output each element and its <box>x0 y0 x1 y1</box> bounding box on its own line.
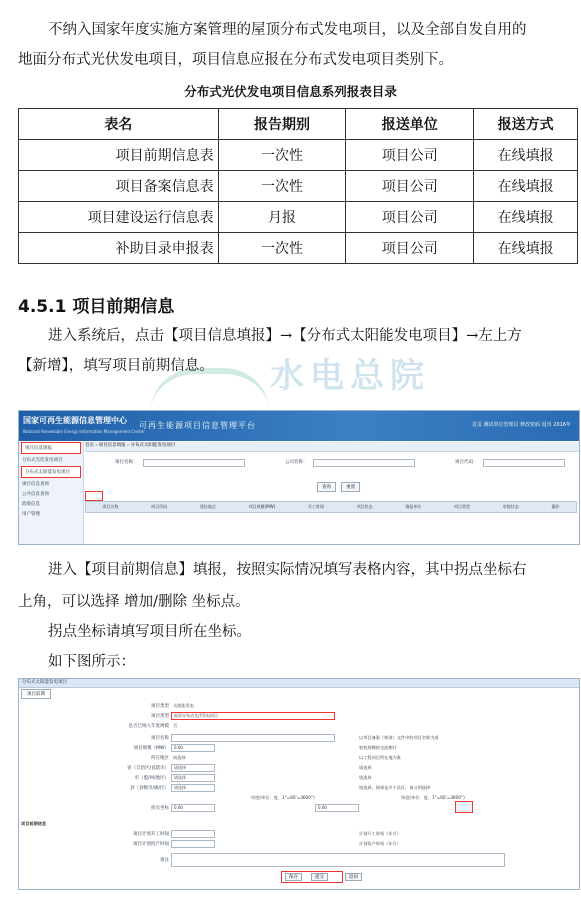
screenshot-project-form <box>18 678 580 890</box>
field-label: 项目类型 <box>151 704 169 709</box>
form-window-title: 分布式太阳能发电项目 <box>19 679 579 688</box>
project-type-select[interactable]: 屋顶分布式光伏发电项目 <box>171 712 335 720</box>
sidebar-item-distributed-pv[interactable]: 分布式光伏发电项目 <box>22 458 63 463</box>
table-cell: 项目前期信息表 <box>19 140 219 171</box>
table-cell: 在线填报 <box>474 233 578 264</box>
column-header[interactable]: 项目名称 <box>102 504 119 509</box>
table-cell: 在线填报 <box>474 202 578 233</box>
table-header-row <box>19 109 578 140</box>
system-title: 可再生能源项目信息管理平台 <box>139 421 256 430</box>
column-header[interactable]: 操作 <box>551 504 560 509</box>
field-label: 县（县级市/旗/区） <box>129 786 169 791</box>
column-header[interactable]: 项目规模(MW) <box>248 504 276 509</box>
search-input[interactable] <box>143 459 245 467</box>
field-label: 市（盟/州/地区） <box>134 776 169 781</box>
query-label-code: 项目代码： <box>455 460 478 465</box>
para1-line-1: 进入系统后，点击【项目信息填报】→【分布式太阳能发电项目】→左上方 <box>48 328 522 344</box>
section-label: 项目前期信息 <box>21 821 47 826</box>
add-remove-coord-button[interactable] <box>455 801 473 813</box>
column-header[interactable]: 开工时间 <box>307 504 324 509</box>
save-button[interactable]: 保存 <box>285 873 302 881</box>
header-cell: 表名 <box>19 109 219 140</box>
watermark: 水电总院 <box>270 356 430 396</box>
city-select[interactable]: 请选择 <box>171 774 215 782</box>
table-cell: 项目备案信息表 <box>19 171 219 202</box>
table-row <box>19 171 578 202</box>
para2-line-4: 如下图所示： <box>48 654 135 670</box>
table-cell: 项目建设运行信息表 <box>19 202 219 233</box>
field-note: 请选择 <box>359 775 372 780</box>
field-label: 项目名称 <box>151 736 169 741</box>
header-cell: 报送方式 <box>474 109 578 140</box>
query-label-company: 公司名称： <box>285 460 308 465</box>
field-label: 备注 <box>160 858 169 863</box>
app-banner <box>19 411 579 441</box>
column-header[interactable]: 填报单位 <box>405 504 422 509</box>
table-row <box>19 202 578 233</box>
field-note: 以项目备案（核准）文件中的项目名称为准 <box>359 735 439 740</box>
latitude-input[interactable]: 0.00 <box>315 804 359 812</box>
column-header[interactable]: 项目代码 <box>151 504 168 509</box>
field-note: 请选择，如果是多个县区，请分别选择 <box>359 785 431 790</box>
search-button[interactable]: 查询 <box>317 482 336 492</box>
user-bar[interactable]: 首页 测试单位管理员 修改密码 退出 2016年 <box>471 422 571 428</box>
code-input[interactable] <box>483 459 565 467</box>
table-cell: 补助目录申报表 <box>19 233 219 264</box>
table-caption: 分布式光伏发电项目信息系列报表目录 <box>184 84 397 99</box>
sidebar-item-project-query[interactable]: 项目信息查询 <box>22 482 49 487</box>
para1-line-2: 【新增】，填写项目前期信息。 <box>18 358 214 374</box>
app-logo-subtitle: National Renewable Energy Information Management Center <box>23 429 145 434</box>
table-cell: 项目公司 <box>346 171 474 202</box>
coord-hint-lng: 经度(单位：度，1°=60'=3600'') <box>251 795 315 800</box>
table-row <box>19 140 578 171</box>
intro-line-2: 地面分布式光伏发电项目，项目信息应报在分布式发电项目类别下。 <box>18 52 453 68</box>
column-header[interactable]: 建设地点 <box>199 504 216 509</box>
field-label: 省（自治区/直辖市） <box>126 766 169 771</box>
project-name-input[interactable] <box>171 734 335 742</box>
field-label: 项目规模（MW） <box>133 746 169 751</box>
radio-group[interactable]: 否 <box>173 723 178 728</box>
field-value: 太阳能发电 <box>173 703 194 708</box>
sidebar-item-policy[interactable]: 政策信息 <box>22 502 40 507</box>
intro-line-1: 不纳入国家年度实施方案管理的屋顶分布式发电项目，以及全部自发自用的 <box>48 22 527 38</box>
column-header[interactable]: 项目类型 <box>454 504 471 509</box>
main-panel <box>85 453 577 542</box>
field-note: 计划开工时间（年月） <box>359 831 401 836</box>
section-heading: 4.5.1 项目前期信息 <box>18 297 175 317</box>
sidebar-item-distributed-solar[interactable]: 分布式太阳能发电项目 <box>21 466 81 478</box>
sidebar <box>19 441 84 544</box>
field-note: 计划投产时间（年月） <box>359 841 401 846</box>
county-select[interactable]: 请选择 <box>171 784 215 792</box>
para2-line-1: 进入【项目前期信息】填报，按照实际情况填写表格内容，其中拐点坐标右 <box>48 562 527 578</box>
field-value: 请选择 <box>173 755 186 760</box>
company-input[interactable] <box>313 459 415 467</box>
column-header[interactable]: 项目状态 <box>356 504 373 509</box>
sidebar-item-users[interactable]: 用户管理 <box>22 512 40 517</box>
table-cell: 一次性 <box>218 233 346 264</box>
table-row <box>19 233 578 264</box>
table-cell: 在线填报 <box>474 171 578 202</box>
return-button[interactable]: 返回 <box>345 873 362 881</box>
sidebar-item-public-query[interactable]: 公共信息查询 <box>22 492 49 497</box>
table-cell: 项目公司 <box>346 233 474 264</box>
province-select[interactable]: 请选择 <box>171 764 215 772</box>
reset-button[interactable]: 重置 <box>341 482 360 492</box>
field-label: 项目计划投产时间 <box>133 842 169 847</box>
production-date-input[interactable] <box>171 840 215 848</box>
screenshot-project-list <box>18 410 580 545</box>
field-note: 以工程项目所在地为准 <box>359 755 401 760</box>
report-table <box>18 108 578 264</box>
table-cell: 项目公司 <box>346 140 474 171</box>
para2-line-3: 拐点坐标请填写项目所在坐标。 <box>48 624 251 640</box>
column-header[interactable]: 审批状态 <box>502 504 519 509</box>
capacity-input[interactable]: 0.00 <box>171 744 215 752</box>
field-label: 所在地区 <box>151 756 169 761</box>
table-cell: 项目公司 <box>346 202 474 233</box>
field-label: 项目类型 <box>151 714 169 719</box>
remark-textarea[interactable] <box>171 853 505 867</box>
app-logo: 国家可再生能源信息管理中心 <box>23 416 127 425</box>
field-note: 请选择 <box>359 765 372 770</box>
coord-hint-lat: 纬度(单位：度，1°=60'=3600'') <box>401 795 465 800</box>
header-cell: 报送单位 <box>346 109 474 140</box>
table-cell: 一次性 <box>218 140 346 171</box>
field-label: 拐点坐标 <box>151 806 169 811</box>
header-cell: 报告期别 <box>218 109 346 140</box>
field-note: 装机规模按交流侧计 <box>359 745 397 750</box>
para2-line-2: 上角，可以选择 增加/删除 坐标点。 <box>18 594 250 610</box>
query-label: 项目名称： <box>115 460 138 465</box>
submit-button[interactable]: 提交 <box>311 873 328 881</box>
grid-header <box>85 501 577 513</box>
breadcrumb[interactable]: 首页 › 项目信息填报 › 分布式太阳能发电项目 <box>85 442 579 452</box>
sidebar-item-project-fill[interactable]: 项目信息填报 <box>21 442 81 454</box>
table-cell: 一次性 <box>218 171 346 202</box>
table-cell: 在线填报 <box>474 140 578 171</box>
table-cell: 月报 <box>218 202 346 233</box>
field-label: 项目计划开工时间 <box>133 832 169 837</box>
start-date-input[interactable] <box>171 830 215 838</box>
field-label: 是否已纳入年度规模 <box>128 724 169 729</box>
longitude-input[interactable]: 0.00 <box>171 804 215 812</box>
tab-project-early[interactable]: 项目前期 <box>21 689 51 699</box>
